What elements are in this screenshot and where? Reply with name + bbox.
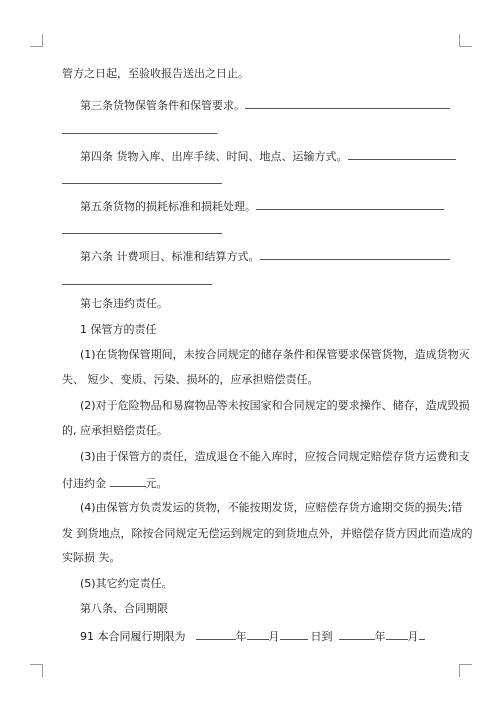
crop-mark-bottom-right — [459, 664, 472, 677]
item-1-line-2: 失、 短少、变质、污染、损坏的，应承担赔偿责任。 — [62, 373, 319, 386]
article-7-heading: 第七条违约责任。 — [80, 297, 168, 310]
item-3-line-1: (3)由于保管方的责任，造成退仓不能入库时，应按合同规定赔偿存货方运费和支 — [80, 450, 470, 463]
item-4-line-1: (4)由保管方负责发运的货物，不能按期发货，应赔偿存货方逾期交货的损失;错 — [80, 501, 463, 514]
article-3-blank-line-2 — [62, 133, 217, 134]
start-year-label: 年 — [235, 630, 247, 643]
article-4-blank-line-2 — [62, 183, 222, 184]
penalty-unit: 元。 — [145, 477, 168, 490]
item-5: (5)其它约定责任。 — [80, 577, 173, 590]
article-8-heading: 第八条、合同期限 — [80, 602, 168, 615]
crop-mark-top-left — [30, 34, 43, 47]
start-month-blank — [247, 627, 269, 640]
article-4-blank — [348, 147, 456, 160]
item-4-line-3: 实际损 失。 — [62, 551, 121, 564]
item-2-line-2: 的, 应承担赔偿责任。 — [62, 424, 168, 437]
article-3 — [62, 96, 438, 114]
penalty-amount-blank — [110, 474, 146, 487]
item-4-line-2: 发 到货地点，除按合同规定无偿运到规定的到货地点外，并赔偿存货方因此而造成的 — [62, 527, 473, 540]
article-6-text: 第六条 计费项目、标准和结算方式。 — [80, 250, 260, 263]
term-label: 91 本合同履行期限为 — [80, 630, 186, 643]
article-5-blank-line-2 — [62, 233, 222, 234]
article-4 — [62, 147, 438, 165]
penalty-label: 付违约金 — [62, 477, 106, 490]
article-5-text: 第五条货物的损耗标准和损耗处理。 — [80, 200, 256, 213]
start-day-blank — [280, 627, 308, 640]
article-5-blank — [256, 197, 444, 210]
article-3-text: 第三条货物保管条件和保管要求。 — [80, 99, 245, 112]
crop-mark-bottom-left — [30, 664, 43, 677]
end-year-blank — [339, 627, 375, 640]
end-month-blank — [386, 627, 408, 640]
start-month-label: 月 — [268, 630, 280, 643]
article-4-text: 第四条 货物入库、出库手续、时间、地点、运输方式。 — [80, 150, 348, 163]
item-2-line-1: (2)对于危险物品和易腐物品等未按国家和合同规定的要求操作、储存，造成毁损 — [80, 399, 470, 412]
end-day-blank — [419, 627, 425, 640]
start-year-blank — [196, 627, 236, 640]
article-6-blank — [260, 247, 450, 260]
item-1-line-1: (1)在货物保管期间，未按合同规定的储存条件和保管要求保管货物，造成货物灭 — [80, 348, 470, 361]
section-1-heading: 1 保管方的责任 — [80, 323, 157, 336]
article-5 — [62, 197, 438, 215]
item-3-line-2 — [62, 474, 438, 492]
article-3-blank — [245, 96, 450, 109]
article-6-blank-line-2 — [62, 284, 212, 285]
end-month-label: 月 — [407, 630, 419, 643]
contract-term — [62, 627, 438, 645]
article-6 — [62, 247, 438, 265]
paragraph-intro: 管方之日起，至验收报告送出之日止。 — [62, 67, 249, 80]
crop-mark-top-right — [459, 34, 472, 47]
end-year-label: 年 — [374, 630, 386, 643]
day-to-label: 日到 — [310, 630, 333, 643]
